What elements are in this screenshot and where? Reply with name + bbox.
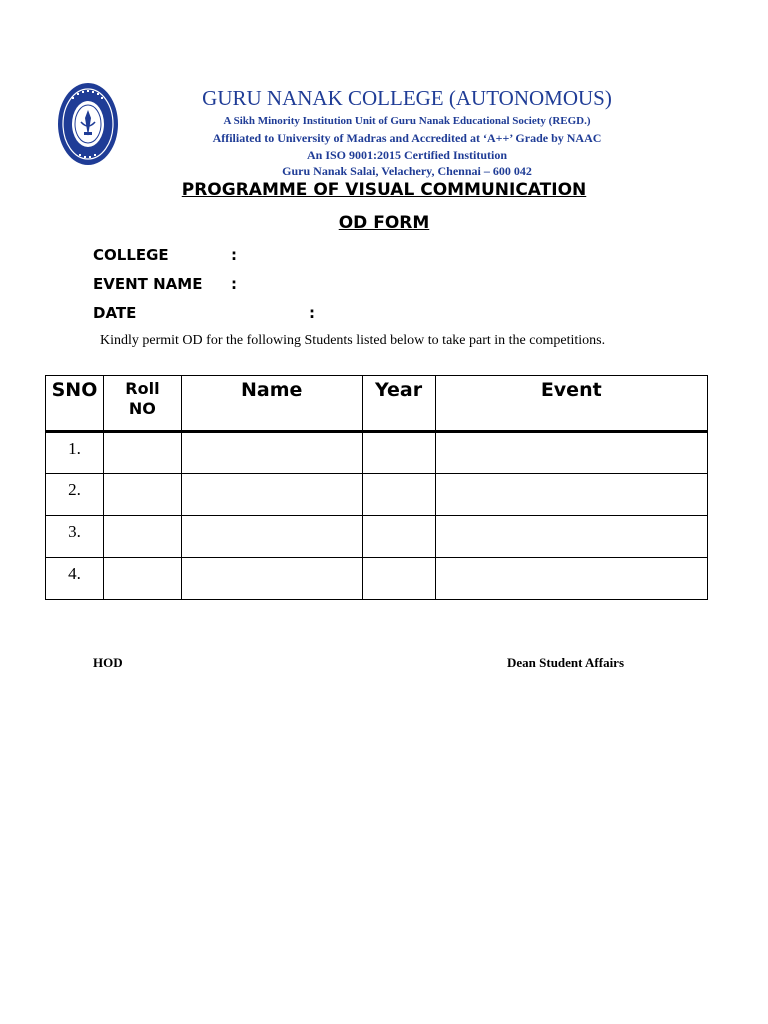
form-title: OD FORM xyxy=(338,213,430,233)
roll-header-line2: NO xyxy=(128,399,156,418)
sno-cell: 3. xyxy=(46,516,104,558)
roll-no-cell[interactable] xyxy=(103,474,181,516)
column-header-sno: SNO xyxy=(46,376,104,432)
table-row xyxy=(46,516,708,558)
permit-statement: Kindly permit OD for the following Students listed below to take part in the competitions. xyxy=(100,333,606,348)
sno-cell: 4. xyxy=(46,558,104,600)
table-header-row xyxy=(46,376,708,432)
address-line: Guru Nanak Salai, Velachery, Chennai – 600 042 xyxy=(282,164,532,178)
year-cell[interactable] xyxy=(362,432,435,474)
college-name: GURU NANAK COLLEGE (AUTONOMOUS) xyxy=(202,86,612,110)
sno-cell: 2. xyxy=(46,474,104,516)
college-label: COLLEGE xyxy=(93,246,169,264)
date-label: DATE xyxy=(93,304,137,322)
hod-signature-label: HOD xyxy=(93,655,123,670)
institution-subtitle: A Sikh Minority Institution Unit of Guru Nanak Educational Society (REGD.) xyxy=(223,115,591,127)
programme-title: PROGRAMME OF VISUAL COMMUNICATION xyxy=(181,180,587,200)
roll-no-cell[interactable] xyxy=(103,432,181,474)
table-row xyxy=(46,474,708,516)
event-name-label: EVENT NAME xyxy=(93,275,203,293)
date-colon: : xyxy=(309,304,315,322)
iso-certification-line: An ISO 9001:2015 Certified Institution xyxy=(306,148,507,162)
table-row xyxy=(46,558,708,600)
college-colon: : xyxy=(231,246,237,264)
roll-no-cell[interactable] xyxy=(103,516,181,558)
dean-signature-label: Dean Student Affairs xyxy=(507,655,625,670)
event-cell[interactable] xyxy=(435,474,708,516)
name-cell[interactable] xyxy=(181,432,362,474)
name-cell[interactable] xyxy=(181,474,362,516)
students-table xyxy=(45,375,708,600)
event-cell[interactable] xyxy=(435,558,708,600)
event-cell[interactable] xyxy=(435,432,708,474)
year-cell[interactable] xyxy=(362,558,435,600)
year-cell[interactable] xyxy=(362,516,435,558)
sno-cell: 1. xyxy=(46,432,104,474)
column-header-event: Event xyxy=(435,376,708,432)
roll-no-cell[interactable] xyxy=(103,558,181,600)
column-header-name: Name xyxy=(181,376,362,432)
event-cell[interactable] xyxy=(435,516,708,558)
affiliation-line: Affiliated to University of Madras and Accredited at ‘A++’ Grade by NAAC xyxy=(212,131,602,145)
column-header-roll-no xyxy=(103,376,181,432)
column-header-year: Year xyxy=(362,376,435,432)
event-name-colon: : xyxy=(231,275,237,293)
table-row xyxy=(46,432,708,474)
name-cell[interactable] xyxy=(181,516,362,558)
roll-header-line1: Roll xyxy=(125,379,160,398)
year-cell[interactable] xyxy=(362,474,435,516)
name-cell[interactable] xyxy=(181,558,362,600)
